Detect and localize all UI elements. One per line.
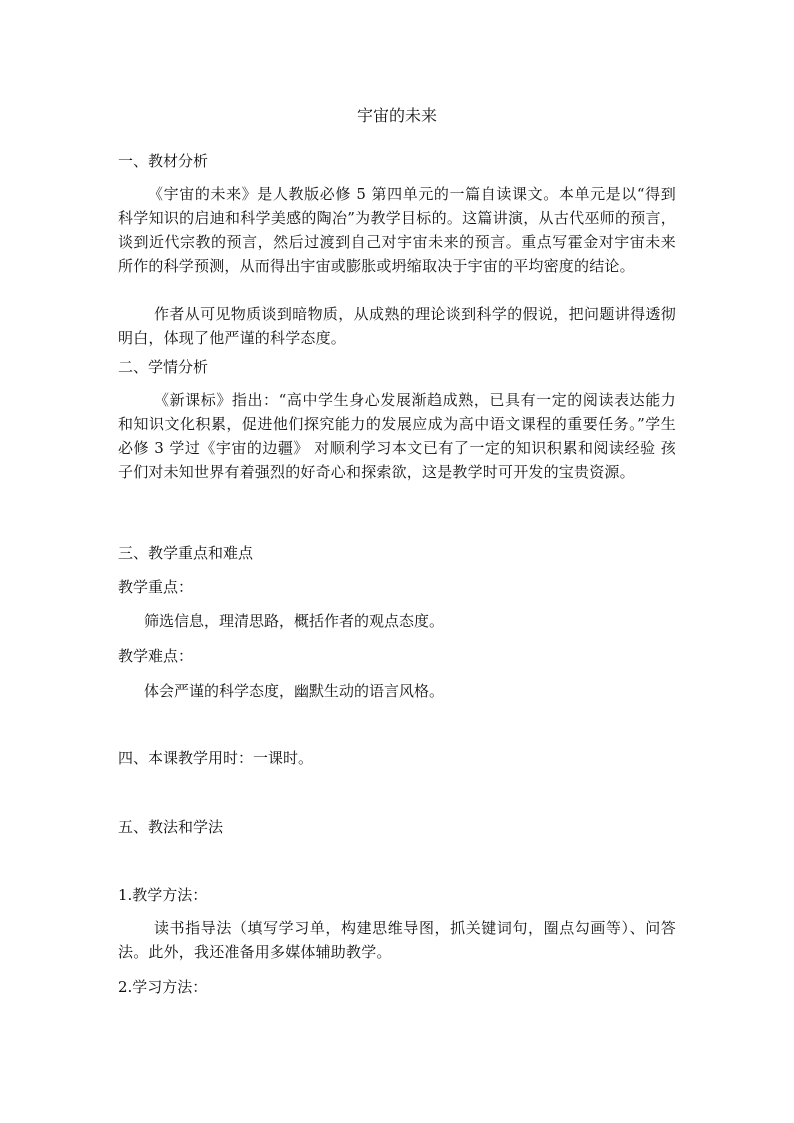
textbook-analysis-paragraph-2: 作者从可见物质谈到暗物质，从成熟的理论谈到科学的假说，把问题讲得透彻明白，体现了他严谨的科学态度。 xyxy=(118,305,676,347)
key-point-label: 教学重点： xyxy=(118,578,194,596)
key-point-text: 筛选信息，理清思路，概括作者的观点态度。 xyxy=(144,612,445,630)
learning-method-label: 2.学习方法： xyxy=(118,978,208,996)
difficult-point-text: 体会严谨的科学态度，幽默生动的语言风格。 xyxy=(144,682,445,700)
learner-analysis-paragraph: 《新课标》指出：“高中学生身心发展渐趋成熟，已具有一定的阅读表达能力和知识文化积累，促进他们探究能力的发展应成为高中语文课程的重要任务。”学生必修 3 学过《宇宙的边疆》 对顺利学习本文已有了一定的知识积累和阅读经验 孩子们对未知世界有着强烈的好奇心和探索欲，这是教学时可开发的宝贵资源。 xyxy=(118,391,676,481)
section-heading-textbook-analysis: 一、教材分析 xyxy=(118,152,209,170)
section-heading-key-points: 三、教学重点和难点 xyxy=(118,544,254,562)
document-title: 宇宙的未来 xyxy=(356,106,437,125)
difficult-point-label: 教学难点： xyxy=(118,647,194,665)
teaching-method-text: 读书指导法（填写学习单，构建思维导图，抓关键词句，圈点勾画等）、问答法。此外，我还准备用多媒体辅助教学。 xyxy=(118,919,676,961)
section-heading-learner-analysis: 二、学情分析 xyxy=(118,358,209,376)
teaching-method-label: 1.教学方法： xyxy=(118,886,208,904)
section-heading-methods: 五、教法和学法 xyxy=(118,818,224,836)
textbook-analysis-paragraph-1: 《宇宙的未来》是人教版必修 5 第四单元的一篇自读课文。本单元是以“得到科学知识的启迪和科学美感的陶冶”为教学目标的。这篇讲演，从古代巫师的预言，谈到近代宗教的预言，然后过渡到自己对宇宙未来的预言。重点写霍金对宇宙未来所作的科学预测，从而得出宇宙或膨胀或坍缩取决于宇宙的平均密度的结论。 xyxy=(118,185,676,275)
section-heading-class-hours: 四、本课教学用时：一课时。 xyxy=(118,749,314,767)
